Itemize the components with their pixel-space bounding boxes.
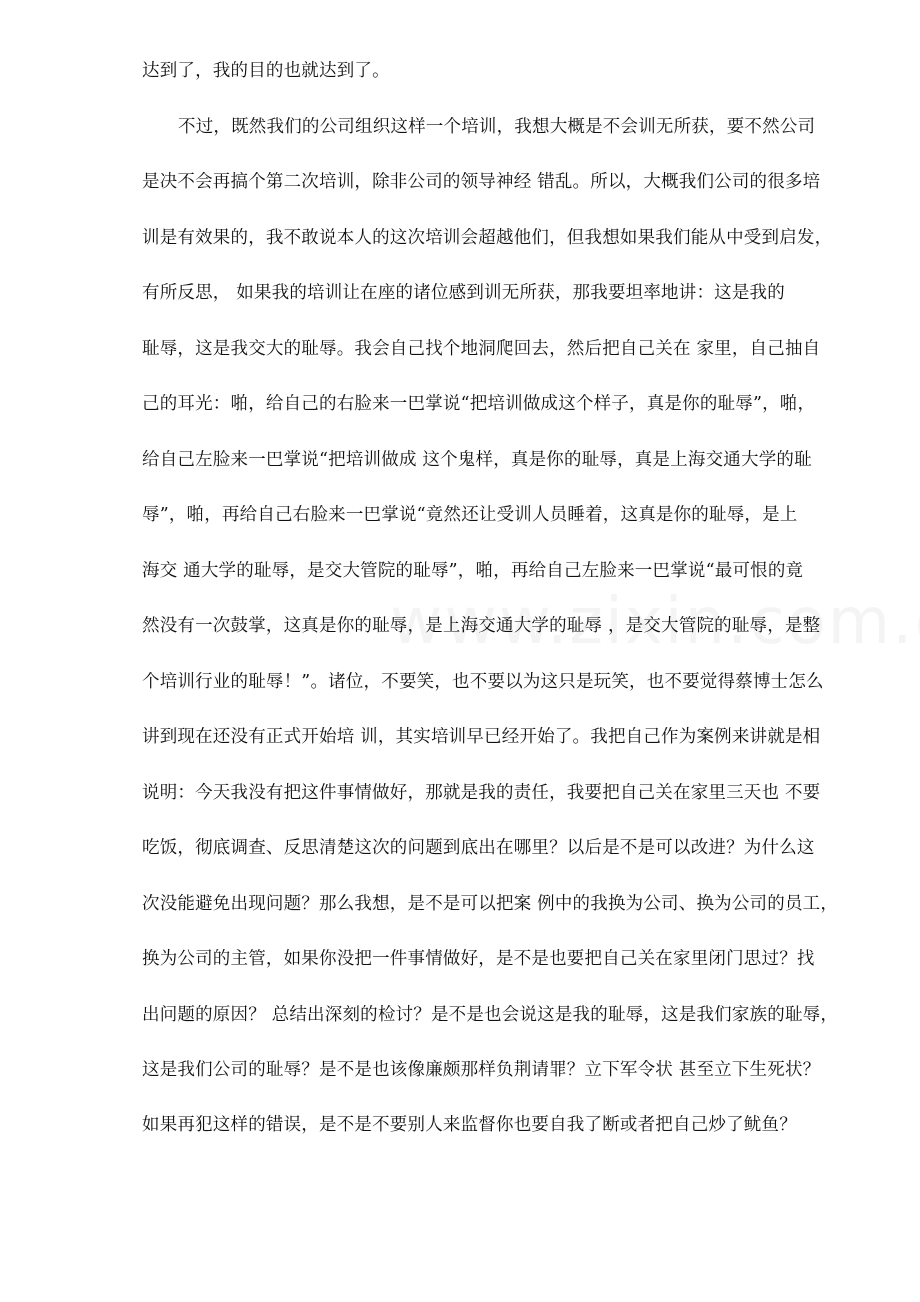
text-line: 换为公司的主管，如果你没把一件事情做好，是不是也要把自己关在家里闭门思过？找 xyxy=(142,949,815,969)
text-line: 是决不会再搞个第二次培训，除非公司的领导神经 错乱。所以，大概我们公司的很多培 xyxy=(142,172,821,192)
text-line: 出问题的原因？ 总结出深刻的检讨？是不是也会说这是我的耻辱，这是我们家族的耻辱， xyxy=(142,1005,839,1025)
text-line: 耻辱，这是我交大的耻辱。我会自己找个地洞爬回去，然后把自己关在 家里，自己抽自 xyxy=(142,339,821,359)
text-line: 海交 通大学的耻辱，是交大管院的耻辱”，啪，再给自己左脸来一巴掌说“最可恨的竟 xyxy=(142,561,804,581)
text-line: 有所反思， 如果我的培训让在座的诸位感到训无所获，那我要坦率地讲：这是我的 xyxy=(142,283,785,303)
text-line: 然没有一次鼓掌，这真是你的耻辱，是上海交通大学的耻辱 ，是交大管院的耻辱，是整 xyxy=(142,616,821,636)
text-line: 个培训行业的耻辱！”。诸位，不要笑，也不要以为这只是玩笑，也不要觉得蔡博士怎么 xyxy=(142,672,824,692)
text-line: 己的耳光：啪，给自己的右脸来一巴掌说“把培训做成这个样子，真是你的耻辱”，啪， xyxy=(142,394,816,414)
text-line: 这是我们公司的耻辱？是不是也该像廉颇那样负荆请罪？立下军令状 甚至立下生死状？ xyxy=(142,1060,821,1080)
text-line: 辱”，啪，再给自己右脸来一巴掌说“竟然还让受训人员睡着，这真是你的耻辱，是上 xyxy=(142,505,798,525)
text-line: 如果再犯这样的错误，是不是不要别人来监督你也要自我了断或者把自己炒了鱿鱼？ xyxy=(142,1115,797,1135)
text-line: 不过，既然我们的公司组织这样一个培训，我想大概是不会训无所获，要不然公司 xyxy=(178,117,816,137)
text-line: 训是有效果的，我不敢说本人的这次培训会超越他们，但我想如果我们能从中受到启发， xyxy=(142,228,833,248)
text-line: 讲到现在还没有正式开始培 训，其实培训早已经开始了。我把自己作为案例来讲就是相 xyxy=(142,727,821,747)
text-line: 次没能避免出现问题？那么我想，是不是可以把案 例中的我换为公司、换为公司的员工， xyxy=(142,894,839,914)
text-line: 达到了，我的目的也就达到了。 xyxy=(142,61,390,81)
text-line: 说明：今天我没有把这件事情做好，那就是我的责任，我要把自己关在家里三天也 不要 xyxy=(142,783,821,803)
text-line: 给自己左脸来一巴掌说“把培训做成 这个鬼样，真是你的耻辱，真是上海交通大学的耻 xyxy=(142,450,812,470)
text-line: 吃饭，彻底调查、反思清楚这次的问题到底出在哪里？以后是不是可以改进？为什么这 xyxy=(142,838,815,858)
